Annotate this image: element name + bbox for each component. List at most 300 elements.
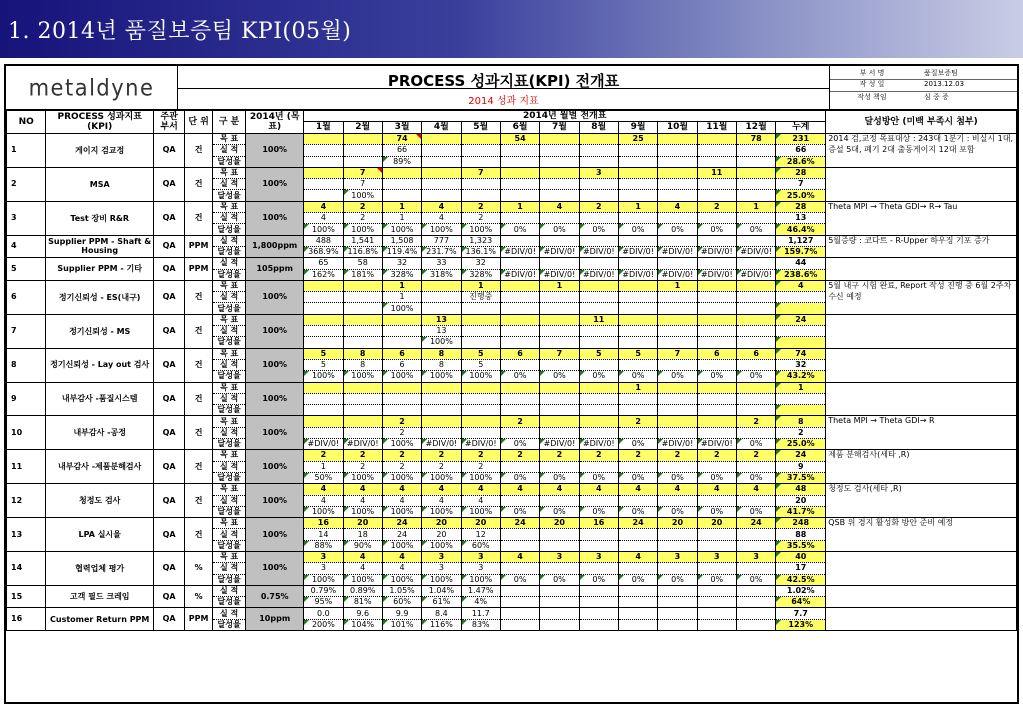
month-cell: [500, 382, 539, 393]
month-cell: [304, 179, 343, 190]
month-cell: 116.8%: [343, 246, 382, 257]
month-cell: 32: [461, 258, 500, 269]
month-cell: [736, 213, 775, 224]
month-cell: [697, 156, 736, 167]
month-cell: 진행중: [461, 292, 500, 303]
month-cell: 8: [422, 348, 461, 359]
kpi-number: 1: [7, 134, 46, 168]
kpi-number: 3: [7, 201, 46, 235]
month-cell: 2: [618, 450, 657, 461]
month-cell: [658, 461, 697, 472]
month-cell: 0%: [618, 371, 657, 382]
month-cell: 2: [382, 416, 421, 427]
month-cell: [500, 280, 539, 291]
month-cell: 2: [658, 450, 697, 461]
month-cell: 100%: [422, 540, 461, 551]
table-row: [7, 235, 1017, 246]
month-cell: [697, 563, 736, 574]
month-cell: 11: [579, 314, 618, 325]
month-cell: 4: [343, 551, 382, 562]
month-total: 4: [776, 280, 826, 291]
month-cell: 3: [697, 551, 736, 562]
month-cell: [579, 405, 618, 416]
month-cell: 5: [304, 348, 343, 359]
month-cell: 50%: [304, 472, 343, 483]
month-cell: 7: [343, 167, 382, 178]
month-cell: 7: [658, 348, 697, 359]
month-cell: 100%: [461, 472, 500, 483]
month-cell: 2: [382, 427, 421, 438]
month-cell: [343, 427, 382, 438]
header-month: 9월: [618, 122, 657, 134]
month-cell: [343, 134, 382, 145]
month-cell: 0%: [540, 506, 579, 517]
month-cell: 12: [461, 529, 500, 540]
month-cell: [540, 179, 579, 190]
kpi-row-kind: 실 적: [213, 563, 246, 574]
month-cell: 0%: [500, 574, 539, 585]
month-cell: 0%: [500, 506, 539, 517]
month-cell: 7: [461, 167, 500, 178]
month-cell: [697, 608, 736, 619]
month-cell: 58: [343, 258, 382, 269]
month-cell: [736, 280, 775, 291]
month-cell: [618, 540, 657, 551]
month-cell: [579, 495, 618, 506]
month-cell: [618, 292, 657, 303]
month-cell: [422, 190, 461, 201]
kpi-row-kind: 달성율: [213, 371, 246, 382]
month-cell: [618, 190, 657, 201]
month-cell: [579, 382, 618, 393]
month-cell: 100%: [382, 574, 421, 585]
month-total: 44: [776, 258, 826, 269]
info-value: 2013.12.03: [924, 80, 965, 88]
kpi-dept: QA: [154, 551, 185, 585]
month-cell: 4: [461, 495, 500, 506]
month-cell: [658, 190, 697, 201]
kpi-process-name: 청정도 검사: [46, 484, 154, 518]
month-cell: 1: [382, 280, 421, 291]
sheet-subtitle: 2014 성과 지표: [468, 96, 539, 107]
month-cell: #DIV/0!: [500, 246, 539, 257]
month-total: 42.5%: [776, 574, 826, 585]
header-plan: 달성방안 (미백 부족시 첨부): [826, 111, 1017, 134]
month-cell: 3: [461, 563, 500, 574]
kpi-unit: 건: [185, 280, 213, 314]
month-cell: 24: [500, 518, 539, 529]
month-cell: 11.7: [461, 608, 500, 619]
month-cell: #DIV/0!: [422, 439, 461, 450]
month-cell: 4: [422, 213, 461, 224]
month-cell: 0%: [618, 439, 657, 450]
month-cell: [579, 597, 618, 608]
header-month: 8월: [579, 122, 618, 134]
month-cell: [736, 495, 775, 506]
month-total: 66: [776, 145, 826, 156]
month-cell: 4: [618, 484, 657, 495]
month-cell: [304, 303, 343, 314]
kpi-number: 6: [7, 280, 46, 314]
month-cell: 104%: [343, 619, 382, 630]
month-cell: [736, 167, 775, 178]
month-cell: [618, 258, 657, 269]
month-cell: [736, 145, 775, 156]
kpi-target: 100%: [246, 167, 304, 201]
month-cell: 777: [422, 235, 461, 246]
info-label: 작 성 일: [859, 80, 885, 88]
kpi-row-kind: 실 적: [213, 608, 246, 619]
month-cell: 60%: [461, 540, 500, 551]
kpi-row-kind: 달성율: [213, 472, 246, 483]
kpi-row-kind: 달성율: [213, 337, 246, 348]
kpi-number: 12: [7, 484, 46, 518]
month-cell: 2: [422, 461, 461, 472]
month-cell: 100%: [343, 506, 382, 517]
month-cell: 4: [382, 495, 421, 506]
kpi-row-kind: 실 적: [213, 427, 246, 438]
month-total: 159.7%: [776, 246, 826, 257]
month-cell: 2: [500, 450, 539, 461]
month-cell: 328%: [461, 269, 500, 280]
month-cell: [343, 416, 382, 427]
month-cell: 231.7%: [422, 246, 461, 257]
kpi-row-kind: 목 표: [213, 314, 246, 325]
month-cell: [500, 427, 539, 438]
month-cell: 4: [304, 201, 343, 212]
month-cell: 0%: [579, 224, 618, 235]
month-cell: 5: [304, 359, 343, 370]
month-cell: [618, 597, 657, 608]
month-cell: [579, 585, 618, 596]
month-cell: 100%: [422, 337, 461, 348]
month-cell: [697, 134, 736, 145]
month-cell: 1: [540, 280, 579, 291]
kpi-plan-note: Theta MPI → Theta GDI→ R: [826, 416, 1017, 450]
kpi-plan-note: 5월증량 : 코다트 - R-Upper 하우징 기포 증가: [826, 235, 1017, 258]
month-cell: [540, 326, 579, 337]
month-cell: [422, 416, 461, 427]
sheet-header: [178, 66, 830, 110]
month-cell: [618, 427, 657, 438]
month-cell: [461, 134, 500, 145]
kpi-row-kind: 달성율: [213, 246, 246, 257]
kpi-process-name: 고객 필드 크레임: [46, 585, 154, 608]
month-cell: [618, 167, 657, 178]
month-cell: [658, 427, 697, 438]
month-cell: [658, 314, 697, 325]
table-row: [7, 518, 1017, 529]
header-total: 누계: [776, 122, 826, 134]
month-cell: 4%: [461, 597, 500, 608]
month-cell: [540, 314, 579, 325]
month-cell: [618, 337, 657, 348]
month-total: 24: [776, 314, 826, 325]
header-target: 2014년 (목표): [246, 111, 304, 134]
month-cell: 0%: [618, 224, 657, 235]
month-cell: 2: [304, 450, 343, 461]
month-cell: [579, 393, 618, 404]
month-cell: [343, 405, 382, 416]
month-total: [776, 393, 826, 404]
kpi-unit: 건: [185, 348, 213, 382]
month-cell: 5: [461, 359, 500, 370]
month-cell: 0%: [579, 506, 618, 517]
month-cell: 0%: [736, 506, 775, 517]
kpi-target: 100%: [246, 484, 304, 518]
month-cell: [618, 495, 657, 506]
month-cell: 4: [382, 484, 421, 495]
month-cell: [500, 337, 539, 348]
month-cell: 2: [343, 461, 382, 472]
month-cell: [697, 190, 736, 201]
month-cell: [618, 156, 657, 167]
month-cell: [382, 167, 421, 178]
month-cell: [500, 190, 539, 201]
month-cell: [658, 213, 697, 224]
month-cell: [579, 190, 618, 201]
kpi-number: 4: [7, 235, 46, 258]
header-no: NO: [7, 111, 46, 134]
kpi-process-name: Customer Return PPM: [46, 608, 154, 631]
month-cell: [422, 405, 461, 416]
month-cell: 328%: [382, 269, 421, 280]
kpi-unit: 건: [185, 382, 213, 416]
month-cell: [304, 337, 343, 348]
month-cell: [658, 156, 697, 167]
month-cell: 162%: [304, 269, 343, 280]
month-cell: 20: [540, 518, 579, 529]
month-cell: [461, 326, 500, 337]
kpi-row-kind: 실 적: [213, 213, 246, 224]
month-cell: 24: [382, 529, 421, 540]
month-cell: [540, 258, 579, 269]
table-row: [7, 280, 1017, 291]
month-cell: 3: [736, 551, 775, 562]
month-cell: 0%: [618, 506, 657, 517]
month-cell: [382, 393, 421, 404]
month-cell: 74: [382, 134, 421, 145]
table-row: [7, 134, 1017, 145]
month-total: 32: [776, 359, 826, 370]
month-cell: [304, 393, 343, 404]
month-cell: 9.6: [343, 608, 382, 619]
kpi-row-kind: 달성율: [213, 190, 246, 201]
kpi-unit: 건: [185, 134, 213, 168]
month-cell: [304, 167, 343, 178]
month-cell: 8: [422, 359, 461, 370]
month-cell: 2: [343, 450, 382, 461]
month-cell: 4: [540, 484, 579, 495]
table-row: [7, 585, 1017, 596]
month-cell: 0%: [697, 574, 736, 585]
kpi-target: 100%: [246, 551, 304, 585]
kpi-row-kind: 목 표: [213, 484, 246, 495]
kpi-dept: QA: [154, 134, 185, 168]
month-cell: 33: [422, 258, 461, 269]
month-cell: [304, 382, 343, 393]
kpi-row-kind: 실 적: [213, 292, 246, 303]
month-cell: 1: [658, 280, 697, 291]
kpi-process-name: 내부감사 -품질시스템: [46, 382, 154, 416]
month-total: 231: [776, 134, 826, 145]
month-cell: 2: [500, 416, 539, 427]
kpi-plan-note: 제품 분해검사(세타 ,R): [826, 450, 1017, 484]
month-cell: [658, 292, 697, 303]
month-cell: [422, 167, 461, 178]
month-cell: [540, 461, 579, 472]
month-cell: 2: [343, 201, 382, 212]
month-cell: [736, 540, 775, 551]
month-cell: 6: [736, 348, 775, 359]
month-cell: [343, 393, 382, 404]
header-process: PROCESS 성과지표(KPI): [46, 111, 154, 134]
month-total: [776, 337, 826, 348]
month-cell: [304, 427, 343, 438]
month-cell: [658, 179, 697, 190]
month-cell: [697, 427, 736, 438]
month-cell: 0%: [697, 371, 736, 382]
month-cell: [658, 134, 697, 145]
month-cell: [540, 540, 579, 551]
month-cell: 0%: [658, 224, 697, 235]
month-cell: [658, 529, 697, 540]
month-cell: 2: [382, 450, 421, 461]
month-cell: [658, 326, 697, 337]
month-cell: [697, 585, 736, 596]
month-cell: [500, 258, 539, 269]
month-cell: 65: [304, 258, 343, 269]
month-cell: 100%: [382, 371, 421, 382]
month-cell: 24: [618, 518, 657, 529]
month-cell: [461, 382, 500, 393]
info-label: 작성 책임: [857, 93, 887, 101]
header-month: 1월: [304, 122, 343, 134]
month-cell: [736, 156, 775, 167]
month-cell: [500, 359, 539, 370]
month-cell: 100%: [461, 506, 500, 517]
month-cell: #DIV/0!: [658, 269, 697, 280]
month-cell: 100%: [343, 224, 382, 235]
month-cell: [658, 619, 697, 630]
month-cell: 4: [422, 484, 461, 495]
kpi-number: 11: [7, 450, 46, 484]
month-cell: [422, 134, 461, 145]
month-cell: #DIV/0!: [618, 246, 657, 257]
month-cell: [736, 461, 775, 472]
month-cell: 1.04%: [422, 585, 461, 596]
month-cell: #DIV/0!: [540, 269, 579, 280]
month-total: 13: [776, 213, 826, 224]
month-cell: [579, 303, 618, 314]
kpi-process-name: MSA: [46, 167, 154, 201]
kpi-target: 100%: [246, 518, 304, 552]
kpi-plan-note: Theta MPI → Theta GDI→ R→ Tau: [826, 201, 1017, 235]
month-cell: [540, 585, 579, 596]
month-cell: 200%: [304, 619, 343, 630]
kpi-dept: QA: [154, 314, 185, 348]
month-cell: 3: [461, 551, 500, 562]
month-cell: #DIV/0!: [540, 246, 579, 257]
month-cell: [461, 337, 500, 348]
month-cell: 100%: [422, 506, 461, 517]
month-cell: 1: [618, 201, 657, 212]
month-cell: [736, 179, 775, 190]
month-cell: [540, 597, 579, 608]
month-cell: 0%: [618, 574, 657, 585]
month-cell: #DIV/0!: [658, 246, 697, 257]
month-cell: [500, 292, 539, 303]
month-cell: [618, 303, 657, 314]
kpi-plan-note: [826, 585, 1017, 608]
month-cell: 1,541: [343, 235, 382, 246]
month-cell: #DIV/0!: [697, 246, 736, 257]
month-cell: 1: [382, 201, 421, 212]
month-cell: [500, 405, 539, 416]
month-cell: [736, 337, 775, 348]
month-total: 28.6%: [776, 156, 826, 167]
month-cell: [422, 280, 461, 291]
kpi-unit: 건: [185, 416, 213, 450]
month-cell: [658, 258, 697, 269]
kpi-target: 100%: [246, 348, 304, 382]
month-cell: 95%: [304, 597, 343, 608]
month-cell: 100%: [422, 224, 461, 235]
kpi-unit: PPM: [185, 235, 213, 258]
month-cell: [343, 382, 382, 393]
month-cell: 20: [697, 518, 736, 529]
month-cell: 4: [382, 551, 421, 562]
month-cell: [736, 258, 775, 269]
kpi-number: 16: [7, 608, 46, 631]
month-cell: [736, 393, 775, 404]
kpi-plan-note: 5월 내구 시험 완료, Report 작성 진행 중 6월 2주차 수신 예정: [826, 280, 1017, 314]
month-cell: [540, 292, 579, 303]
kpi-process-name: 정기신뢰성 - ES(내구): [46, 280, 154, 314]
table-row: [7, 382, 1017, 393]
table-row: [7, 484, 1017, 495]
month-cell: [658, 382, 697, 393]
month-cell: [540, 495, 579, 506]
month-cell: [697, 280, 736, 291]
month-cell: [618, 280, 657, 291]
month-cell: 2: [736, 450, 775, 461]
month-cell: [736, 235, 775, 246]
month-cell: [422, 145, 461, 156]
month-cell: 90%: [343, 540, 382, 551]
month-cell: [618, 619, 657, 630]
month-cell: 2: [461, 461, 500, 472]
month-cell: 0%: [697, 224, 736, 235]
kpi-plan-note: [826, 258, 1017, 281]
month-cell: #DIV/0!: [579, 246, 618, 257]
month-cell: [736, 619, 775, 630]
kpi-row-kind: 달성율: [213, 506, 246, 517]
month-cell: [658, 359, 697, 370]
sheet-title: PROCESS 성과지표(KPI) 전개표: [387, 72, 620, 90]
kpi-unit: 건: [185, 314, 213, 348]
month-cell: 0%: [736, 574, 775, 585]
kpi-row-kind: 실 적: [213, 235, 246, 246]
month-cell: [540, 145, 579, 156]
month-cell: [343, 314, 382, 325]
month-cell: [658, 145, 697, 156]
month-cell: [658, 393, 697, 404]
month-total: 37.5%: [776, 472, 826, 483]
month-cell: 4: [422, 495, 461, 506]
header-month: 7월: [540, 122, 579, 134]
month-cell: 100%: [461, 574, 500, 585]
